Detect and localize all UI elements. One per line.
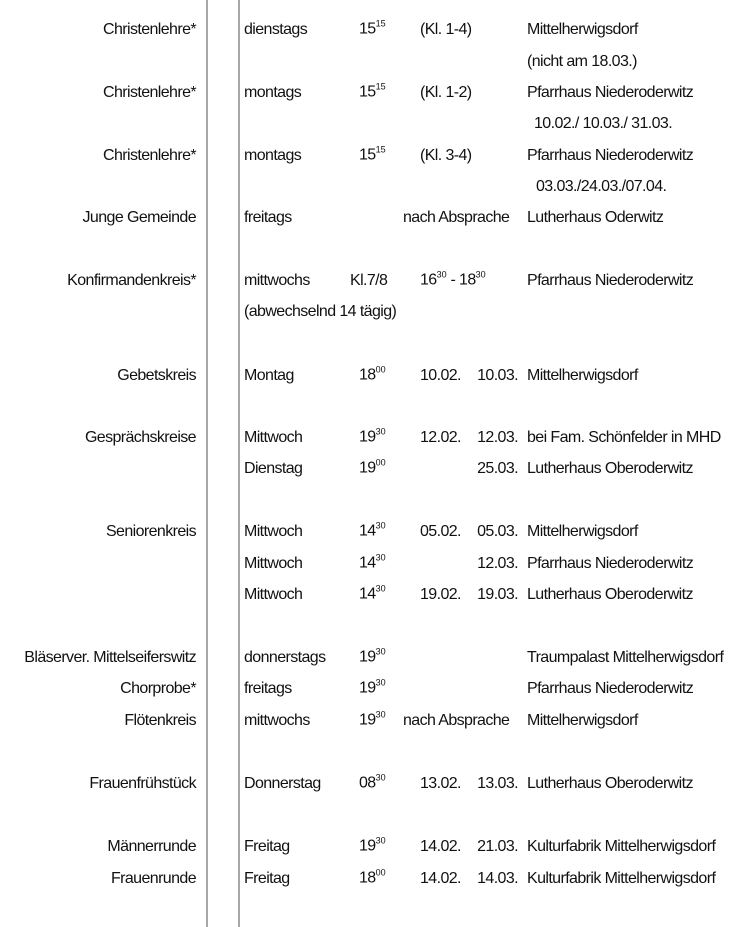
location: Lutherhaus Oberoderwitz xyxy=(527,460,693,477)
class-level: (Kl. 1-2) xyxy=(420,84,472,101)
time: $19^{30}$ xyxy=(359,709,386,729)
activity-name: Konfirmandenkreis* xyxy=(67,272,196,289)
class-level: (Kl. 1-4) xyxy=(420,21,472,38)
weekday: Freitag xyxy=(244,838,290,855)
column-divider-left xyxy=(206,0,208,927)
time: $19^{30}$ xyxy=(359,835,386,855)
activity-name: Gebetskreis xyxy=(117,367,196,384)
location: Mittelherwigsdorf xyxy=(527,523,638,540)
time: $19^{30}$ xyxy=(359,677,386,697)
weekday: mittwochs xyxy=(244,712,310,729)
time: $19^{30}$ xyxy=(359,426,386,446)
location: Mittelherwigsdorf xyxy=(527,367,638,384)
date-first: 19.02. xyxy=(420,586,461,603)
date-second: 12.03. xyxy=(477,555,518,572)
weekday: freitags xyxy=(244,680,292,697)
location: Pfarrhaus Niederoderwitz xyxy=(527,147,694,164)
class-level: Kl.7/8 xyxy=(350,272,388,289)
weekday: montags xyxy=(244,147,302,164)
activity-name: Frauenfrühstück xyxy=(89,775,196,792)
activity-name: Frauenrunde xyxy=(110,870,196,887)
class-level: (Kl. 3-4) xyxy=(420,147,472,164)
location-dates: 03.03./24.03./07.04. xyxy=(536,178,667,195)
date-first: 14.02. xyxy=(420,870,461,887)
date-second: 19.03. xyxy=(477,586,518,603)
activity-name: Männerrunde xyxy=(107,838,196,855)
time: $19^{30}$ xyxy=(359,646,386,666)
column-divider-right xyxy=(238,0,240,927)
date-second: 13.03. xyxy=(477,775,518,792)
location-dates: 10.02./ 10.03./ 31.03. xyxy=(534,115,673,132)
activity-name: Christenlehre* xyxy=(103,21,196,38)
location: Kulturfabrik Mittelherwigsdorf xyxy=(527,838,716,855)
weekday: mittwochs xyxy=(244,272,310,289)
weekday: Mittwoch xyxy=(244,523,303,540)
time: $14^{30}$ xyxy=(359,552,386,572)
weekday: Montag xyxy=(244,367,294,384)
date-first: 05.02. xyxy=(420,523,461,540)
activity-name: Bläserver. Mittelseiferswitz xyxy=(24,649,196,666)
location: bei Fam. Schönfelder in MHD xyxy=(527,429,721,446)
weekday: Freitag xyxy=(244,870,290,887)
activity-name: Seniorenkreis xyxy=(105,523,196,540)
weekday: Donnerstag xyxy=(244,775,321,792)
time: $14^{30}$ xyxy=(359,520,386,540)
location: Pfarrhaus Niederoderwitz xyxy=(527,84,694,101)
time: $18^{00}$ xyxy=(359,364,386,384)
date-second: 21.03. xyxy=(477,838,518,855)
time: $15^{15}$ xyxy=(359,144,386,164)
time: $15^{15}$ xyxy=(359,81,386,101)
date-second: 25.03. xyxy=(477,460,518,477)
location-note: (nicht am 18.03.) xyxy=(527,53,637,70)
weekday: donnerstags xyxy=(244,649,326,666)
date-second: 12.03. xyxy=(477,429,518,446)
time: $15^{15}$ xyxy=(359,18,386,38)
location: Kulturfabrik Mittelherwigsdorf xyxy=(527,870,716,887)
location: Lutherhaus Oderwitz xyxy=(527,209,664,226)
location: Pfarrhaus Niederoderwitz xyxy=(527,680,694,697)
weekday: dienstags xyxy=(244,21,308,38)
schedule-note: nach Absprache xyxy=(403,209,510,226)
weekday: Dienstag xyxy=(244,460,303,477)
date-first: 14.02. xyxy=(420,838,461,855)
weekday: freitags xyxy=(244,209,292,226)
date-first: 13.02. xyxy=(420,775,461,792)
location: Lutherhaus Oberoderwitz xyxy=(527,775,693,792)
weekday: Mittwoch xyxy=(244,586,303,603)
weekday: montags xyxy=(244,84,302,101)
location: Pfarrhaus Niederoderwitz xyxy=(527,272,694,289)
weekday: Mittwoch xyxy=(244,429,303,446)
time: $19^{00}$ xyxy=(359,457,386,477)
date-first: 12.02. xyxy=(420,429,461,446)
location: Pfarrhaus Niederoderwitz xyxy=(527,555,694,572)
time-range: $16^{30} - 18^{30}$ xyxy=(420,269,486,289)
frequency-note: (abwechselnd 14 tägig) xyxy=(244,303,397,320)
activity-name: Flötenkreis xyxy=(124,712,196,729)
location: Lutherhaus Oberoderwitz xyxy=(527,586,693,603)
activity-name: Gesprächskreise xyxy=(84,429,196,446)
activity-name: Junge Gemeinde xyxy=(82,209,196,226)
date-second: 05.03. xyxy=(477,523,518,540)
time: $08^{30}$ xyxy=(359,772,386,792)
date-second: 10.03. xyxy=(477,367,518,384)
date-first: 10.02. xyxy=(420,367,461,384)
date-second: 14.03. xyxy=(477,870,518,887)
location: Mittelherwigsdorf xyxy=(527,21,638,38)
weekday: Mittwoch xyxy=(244,555,303,572)
activity-name: Christenlehre* xyxy=(103,147,196,164)
location: Mittelherwigsdorf xyxy=(527,712,638,729)
schedule-note: nach Absprache xyxy=(403,712,510,729)
activity-name: Christenlehre* xyxy=(103,84,196,101)
location: Traumpalast Mittelherwigsdorf xyxy=(527,649,724,666)
time: $18^{00}$ xyxy=(359,867,386,887)
time: $14^{30}$ xyxy=(359,583,386,603)
activity-name: Chorprobe* xyxy=(120,680,196,697)
